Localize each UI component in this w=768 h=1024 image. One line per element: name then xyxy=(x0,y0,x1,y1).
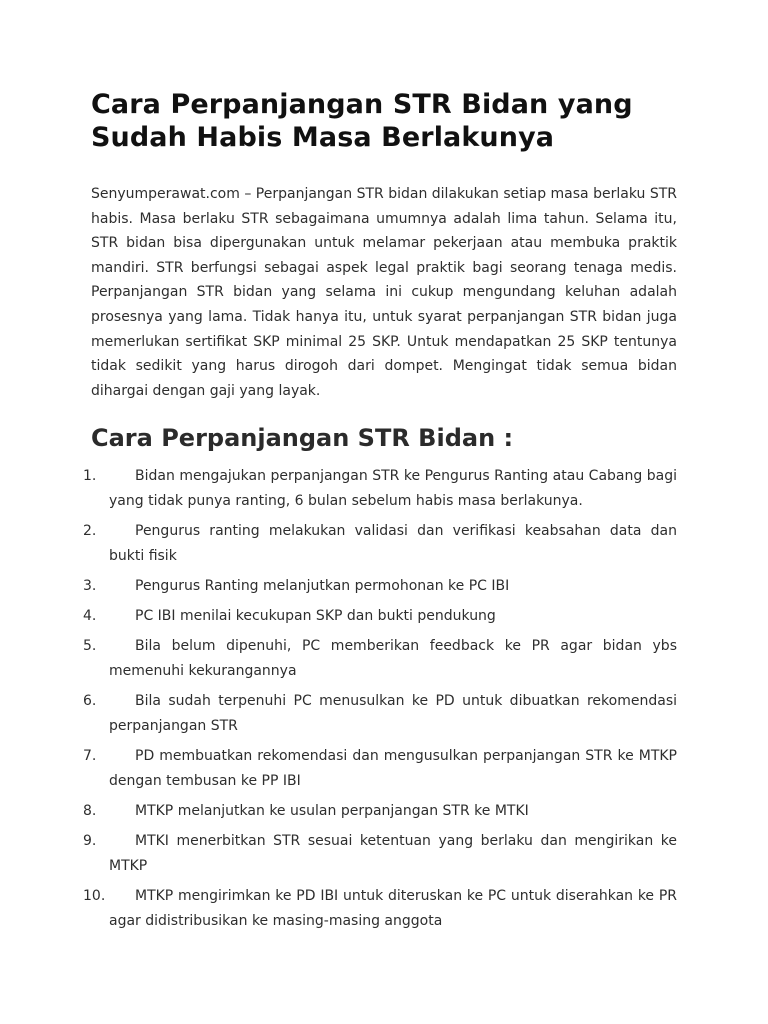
list-item-text: MTKP melanjutkan ke usulan perpanjangan STR ke MTKI xyxy=(135,803,529,820)
list-item-text: MTKP mengirimkan ke PD IBI untuk diteruskan ke PC untuk diserahkan ke PR agar didistribusikan ke masing-masing anggota xyxy=(109,888,677,930)
list-item xyxy=(83,604,677,629)
list-item-number: 3. xyxy=(83,578,97,595)
list-item-number: 8. xyxy=(83,803,97,820)
list-item-text: Pengurus ranting melakukan validasi dan verifikasi keabsahan data dan bukti fisik xyxy=(109,523,677,565)
list-item xyxy=(83,689,677,739)
list-item xyxy=(83,884,677,934)
list-item xyxy=(83,634,677,684)
list-item xyxy=(83,464,677,514)
list-item-number: 1. xyxy=(83,468,97,485)
list-item xyxy=(83,519,677,569)
list-item-text: Pengurus Ranting melanjutkan permohonan ke PC IBI xyxy=(135,578,510,595)
list-item xyxy=(83,744,677,794)
list-item xyxy=(83,799,677,824)
list-item-number: 10. xyxy=(83,888,106,905)
article-title: Cara Perpanjangan STR Bidan yang Sudah Habis Masa Berlakunya xyxy=(91,89,633,153)
list-item-number: 2. xyxy=(83,523,97,540)
section-heading: Cara Perpanjangan STR Bidan : xyxy=(91,424,514,453)
list-item-number: 6. xyxy=(83,693,97,710)
steps-list xyxy=(83,464,677,934)
intro-paragraph: Senyumperawat.com – Perpanjangan STR bidan dilakukan setiap masa berlaku STR habis. Masa berlaku STR sebagaimana umumnya adalah lima tahun. Selama itu, STR bidan bisa dipergunakan untuk melamar pekerjaan atau membuka praktik mandiri. STR berfungsi sebagai aspek legal praktik bagi seorang tenaga medis. Perpanjangan STR bidan yang selama ini cukup mengundang keluhan adalah prosesnya yang lama. Tidak hanya itu, untuk syarat perpanjangan STR bidan juga memerlukan sertifikat SKP minimal 25 SKP. Untuk mendapatkan 25 SKP tentunya tidak sedikit yang harus dirogoh dari dompet. Mengingat tidak semua bidan dihargai dengan gaji yang layak. xyxy=(91,186,677,399)
list-item-number: 7. xyxy=(83,748,97,765)
list-item-text: Bila belum dipenuhi, PC memberikan feedback ke PR agar bidan ybs memenuhi kekurangannya xyxy=(109,638,677,680)
list-item xyxy=(83,574,677,599)
list-item-number: 9. xyxy=(83,833,97,850)
list-item-number: 5. xyxy=(83,638,97,655)
list-item-text: PC IBI menilai kecukupan SKP dan bukti pendukung xyxy=(135,608,496,625)
list-item-text: MTKI menerbitkan STR sesuai ketentuan yang berlaku dan mengirikan ke MTKP xyxy=(109,833,677,875)
list-item-text: Bila sudah terpenuhi PC menusulkan ke PD untuk dibuatkan rekomendasi perpanjangan STR xyxy=(109,693,677,735)
list-item-text: PD membuatkan rekomendasi dan mengusulkan perpanjangan STR ke MTKP dengan tembusan ke PP IBI xyxy=(109,748,677,790)
list-item-number: 4. xyxy=(83,608,97,625)
list-item-text: Bidan mengajukan perpanjangan STR ke Pengurus Ranting atau Cabang bagi yang tidak punya ranting, 6 bulan sebelum habis masa berlakunya. xyxy=(109,468,677,510)
list-item xyxy=(83,829,677,879)
